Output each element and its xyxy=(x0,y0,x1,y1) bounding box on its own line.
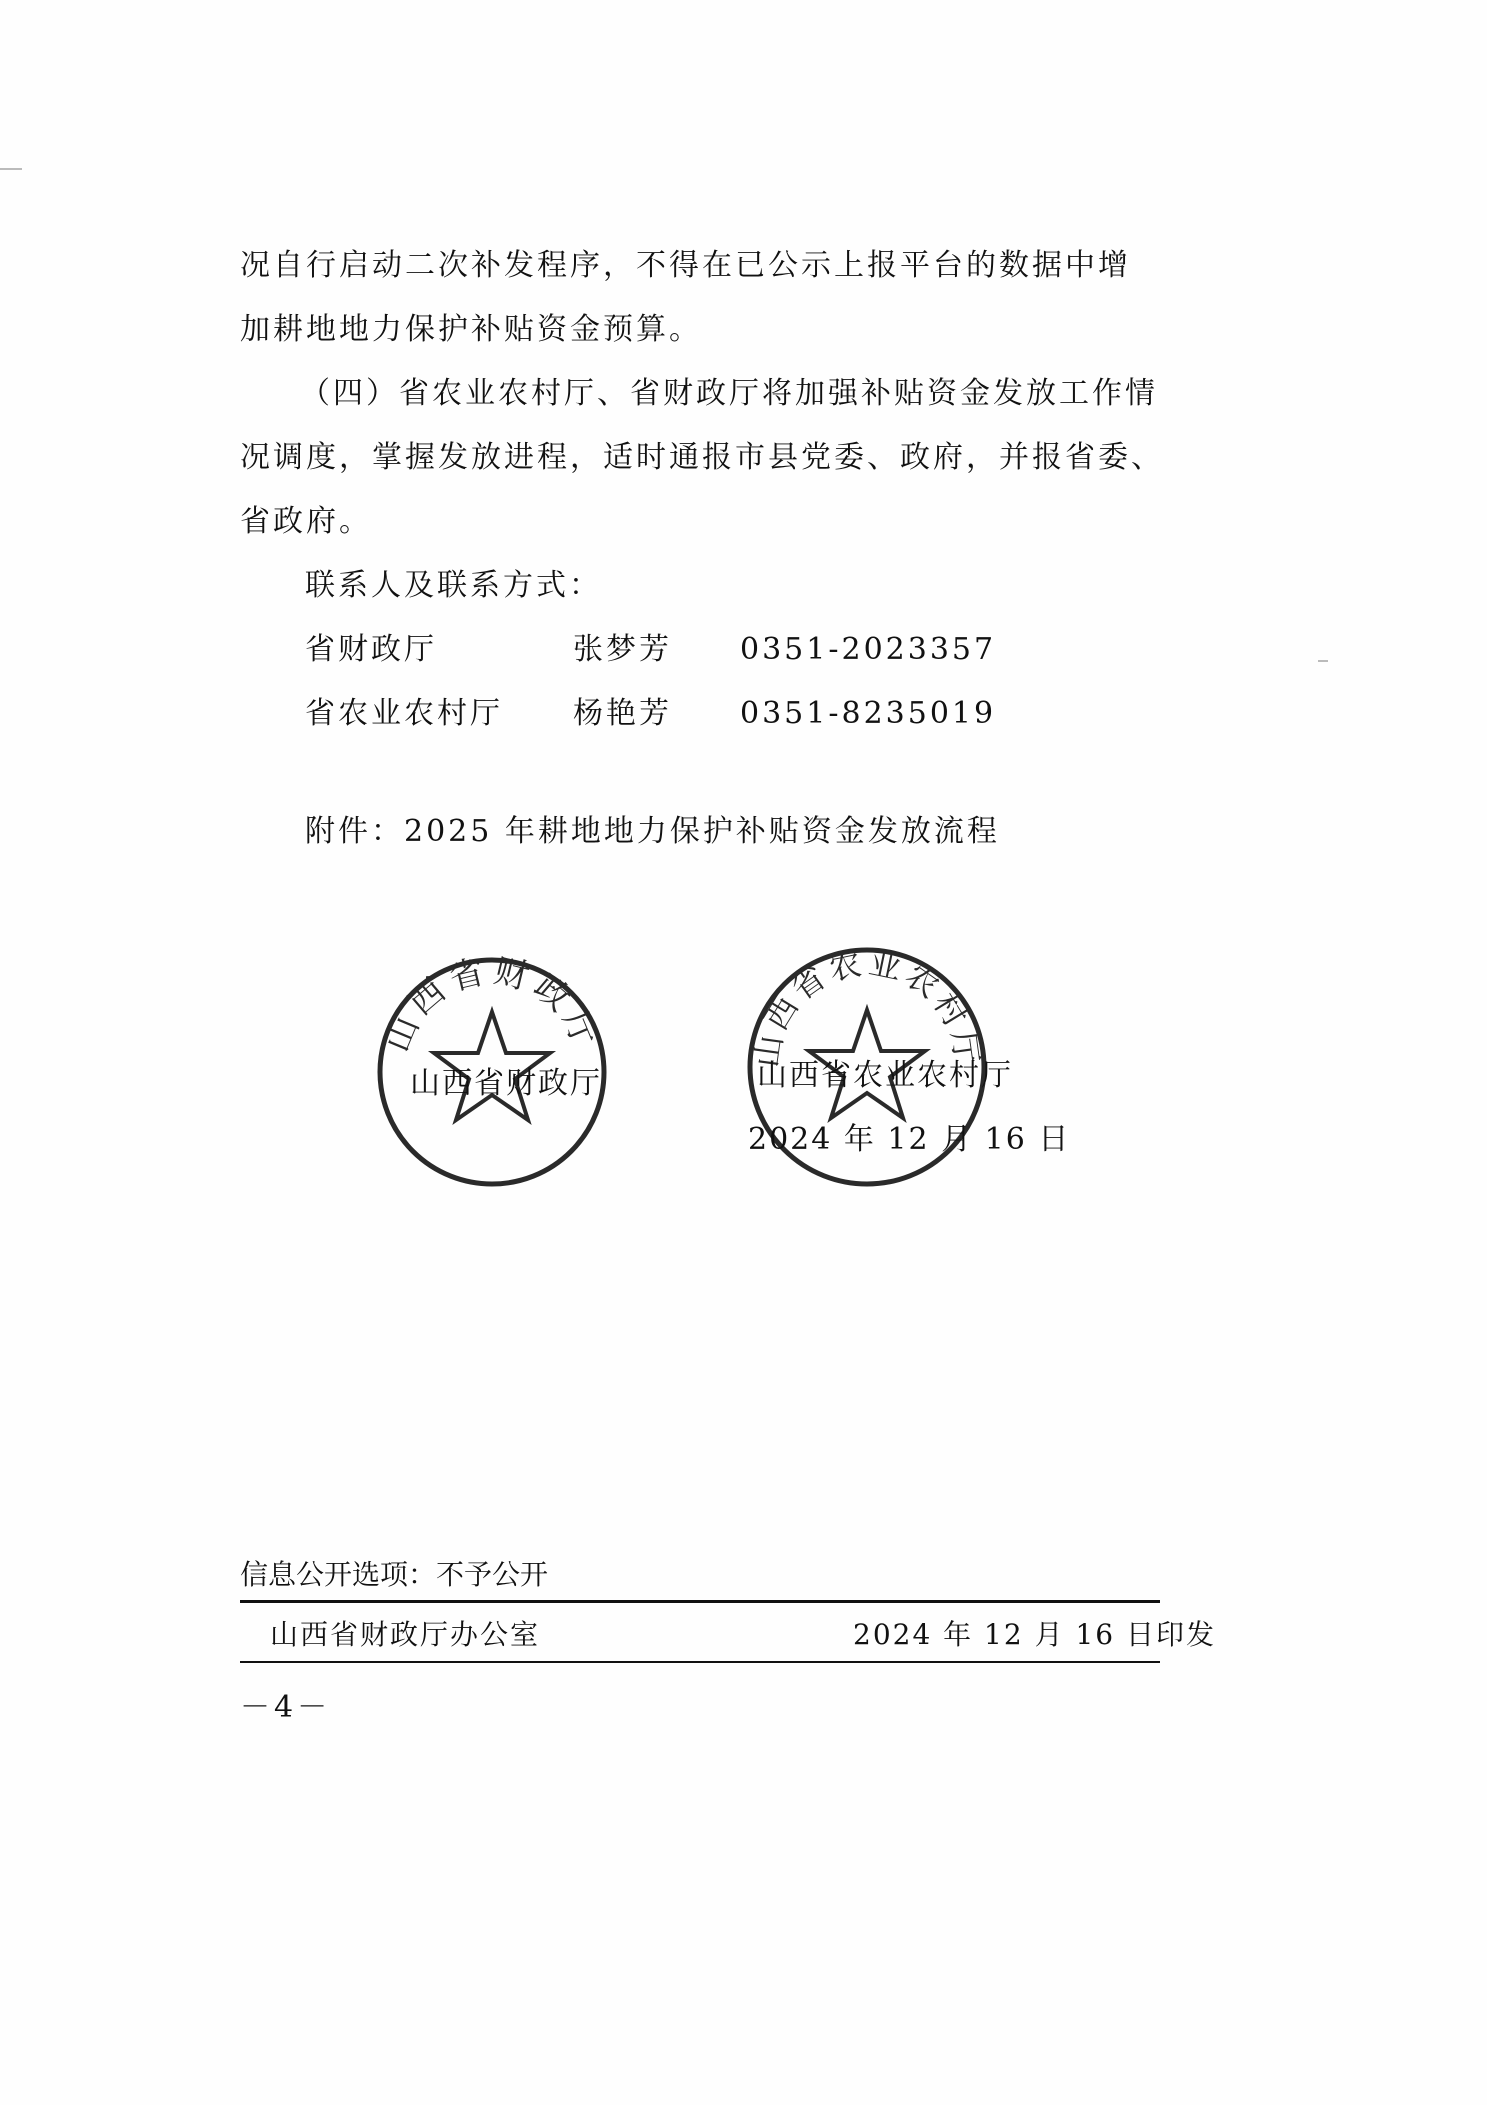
attachment-line: 附件：2025 年耕地地力保护补贴资金发放流程 xyxy=(305,814,1000,849)
body-line: 况自行启动二次补发程序，不得在已公示上报平台的数据中增 xyxy=(240,248,1131,283)
seal-overlay-text: 山西省财政厅 xyxy=(410,1066,602,1101)
contact-phone: 0351-8235019 xyxy=(740,696,997,731)
body-line: 况调度，掌握发放进程，适时通报市县党委、政府，并报省委、 xyxy=(240,440,1164,475)
signing-date: 2024 年 12 月 16 日 xyxy=(748,1122,1071,1157)
issuing-office: 山西省财政厅办公室 xyxy=(270,1618,541,1651)
body-line: 加耕地地力保护补贴资金预算。 xyxy=(240,312,702,347)
contact-dept: 省财政厅 xyxy=(305,632,437,667)
contacts-heading: 联系人及联系方式： xyxy=(305,568,602,603)
contact-name: 杨艳芳 xyxy=(573,696,672,731)
scan-mark xyxy=(1318,660,1328,662)
footer-rule-top xyxy=(240,1600,1160,1603)
contact-phone: 0351-2023357 xyxy=(740,632,997,667)
contact-name: 张梦芳 xyxy=(573,632,672,667)
footer-rule-bottom xyxy=(240,1661,1160,1663)
seal-arc-text: 山西省农业农村厅 xyxy=(747,943,987,1070)
svg-text:山西省财政厅 xyxy=(377,952,607,1058)
seal-arc-text: 山西省财政厅 xyxy=(377,952,607,1058)
page-number: －4－ xyxy=(240,1690,332,1725)
body-line: 省政府。 xyxy=(240,504,372,539)
contact-dept: 省农业农村厅 xyxy=(305,696,503,731)
seal-overlay-text: 山西省农业农村厅 xyxy=(757,1058,1013,1093)
issue-date: 2024 年 12 月 16 日印发 xyxy=(853,1618,1217,1651)
scan-mark xyxy=(0,168,22,170)
body-line: （四）省农业农村厅、省财政厅将加强补贴资金发放工作情 xyxy=(300,376,1158,411)
disclosure-option: 信息公开选项：不予公开 xyxy=(240,1558,549,1591)
